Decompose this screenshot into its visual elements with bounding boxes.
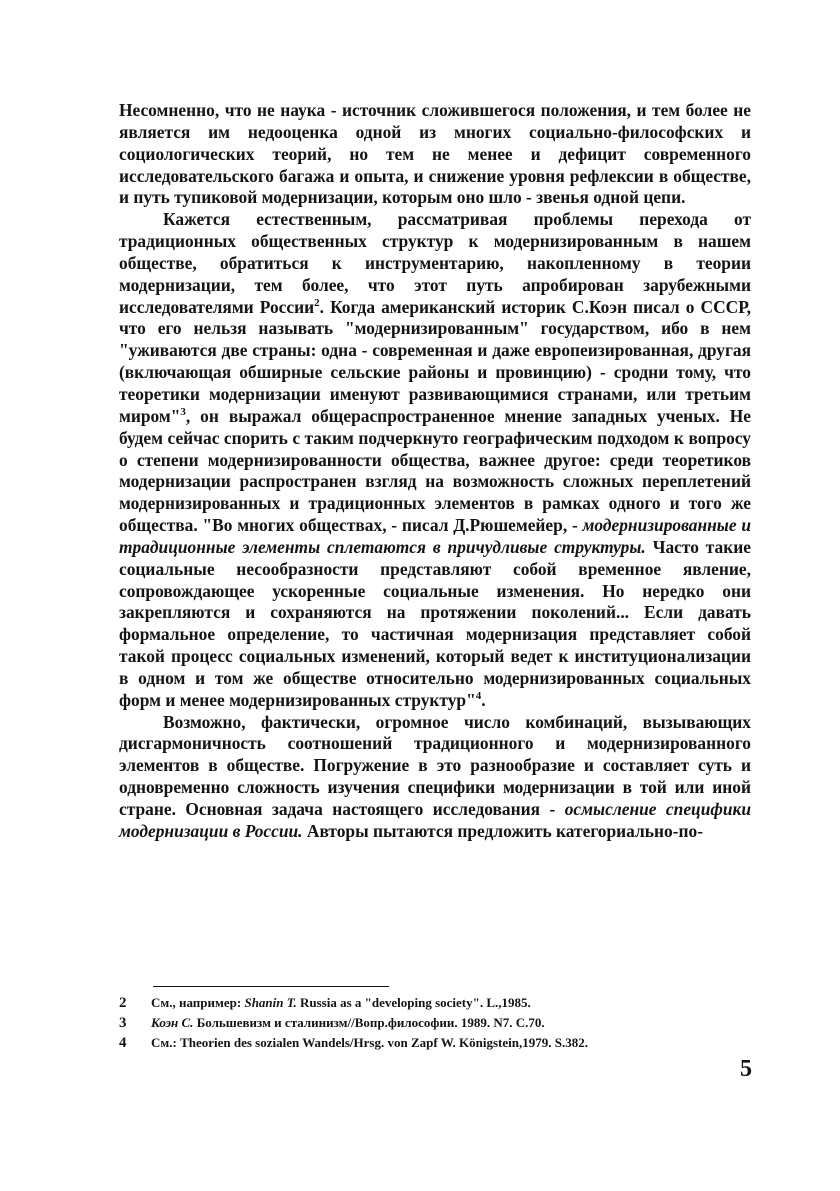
footnote-text bbox=[151, 993, 531, 1013]
footnote-divider bbox=[153, 986, 389, 987]
paragraph-3-text-a: Возможно, фактически, огромное число комбинаций, вызывающих дисгармоничность соотношений традиционного и модернизированного элементов в обществе. Погружение в это разнообразие и составляет суть и одновременно сложность изучения специфики модернизации в той или иной стране. Основная задача настоящего исследования - bbox=[119, 711, 751, 819]
footnote-3 bbox=[119, 1013, 759, 1033]
footnote-2 bbox=[119, 993, 759, 1013]
footnote-ref-2: 2 bbox=[314, 296, 320, 309]
paragraph-2-text-a: Кажется естественным, рассматривая проблемы перехода от традиционных общественных структур к модернизированным в нашем обществе, обратиться к инструментарию, накопленному в теории модернизации, тем более, что этот путь апробирован зарубежными исследователями России bbox=[119, 209, 751, 317]
paragraph-2-text-c: , он выражал общераспространенное мнение западных ученых. Не будем сейчас спорить с таким подчеркнуто географическим подходом к вопросу о степени модернизированности общества, важнее другое: среди теоретиков модернизации распространен взгляд на возможность сложных переплетений модернизированных и традиционных элементов в рамках одного и того же общества. "Во многих обществах, - писал Д.Рюшемейер, - bbox=[119, 405, 751, 536]
paragraph-1: Несомненно, что не наука - источник сложившегося положения, и тем более не является им недооценка одной из многих социально-философских и социологических теорий, но тем не менее и дефицит современного исследовательского багажа и опыта, и снижение уровня рефлексии в обществе, и путь тупиковой модернизации, которым оно шло - звенья одной цепи. bbox=[119, 100, 751, 208]
footnote-prefix: См., например: bbox=[151, 995, 245, 1010]
page-number: 5 bbox=[740, 1056, 752, 1082]
footnote-number: 4 bbox=[119, 1035, 127, 1051]
footnotes bbox=[119, 993, 759, 1053]
paragraph-2-italic: модернизированные и традиционные элементы сплетаются в причудливые структуры. bbox=[119, 515, 751, 557]
paragraph-2 bbox=[119, 209, 751, 711]
footnote-author: Коэн С. bbox=[151, 1015, 194, 1030]
footnote-number: 3 bbox=[119, 1015, 127, 1031]
footnote-4 bbox=[119, 1033, 759, 1053]
footnote-text bbox=[151, 1033, 588, 1053]
paragraph-2-text-e: . bbox=[481, 689, 486, 710]
footnote-source: Большевизм и сталинизм//Вопр.философии. 1989. N7. С.70. bbox=[193, 1015, 545, 1030]
footnote-source: Russia as a "developing society". L.,1985. bbox=[296, 995, 531, 1010]
page-body bbox=[119, 100, 751, 843]
paragraph-3-text-b: Авторы пытаются предложить категориально-по- bbox=[302, 820, 703, 841]
paragraph-2-text-b: . Когда американский историк С.Коэн писал о СССР, что его нельзя называть "модернизированным" государством, ибо в нем "уживаются две страны: одна - современная и даже европеизированная, другая (включающая обширные сельские районы и провинцию) - сродни тому, что теоретики модернизации именуют развивающимися странами, или третьим миром" bbox=[119, 296, 751, 426]
paragraph-3-italic: осмысление специфики модернизации в России. bbox=[119, 799, 751, 841]
footnote-ref-4: 4 bbox=[475, 689, 482, 702]
paragraph-2-text-d: Часто такие социальные несообразности представляют собой временное явление, сопровождающее ускоренные социальные изменения. Но нередко они закрепляются и сохраняются на протяжении поколений... Если давать формальное определение, то частичная модернизация представляет собой такой процесс социальных изменений, который ведет к институционализации в одном и том же обществе относительно модернизированных социальных форм и менее модернизированных структур" bbox=[119, 536, 752, 710]
footnote-prefix: См.: Theorien des sozialen Wandels/Hrsg. von Zapf W. Königstein,1979. S.382. bbox=[151, 1035, 588, 1050]
footnote-text bbox=[151, 1013, 545, 1033]
footnote-author: Shanin T. bbox=[244, 995, 297, 1010]
footnote-number: 2 bbox=[119, 995, 127, 1011]
footnote-ref-3: 3 bbox=[180, 405, 186, 418]
paragraph-3 bbox=[119, 712, 751, 843]
